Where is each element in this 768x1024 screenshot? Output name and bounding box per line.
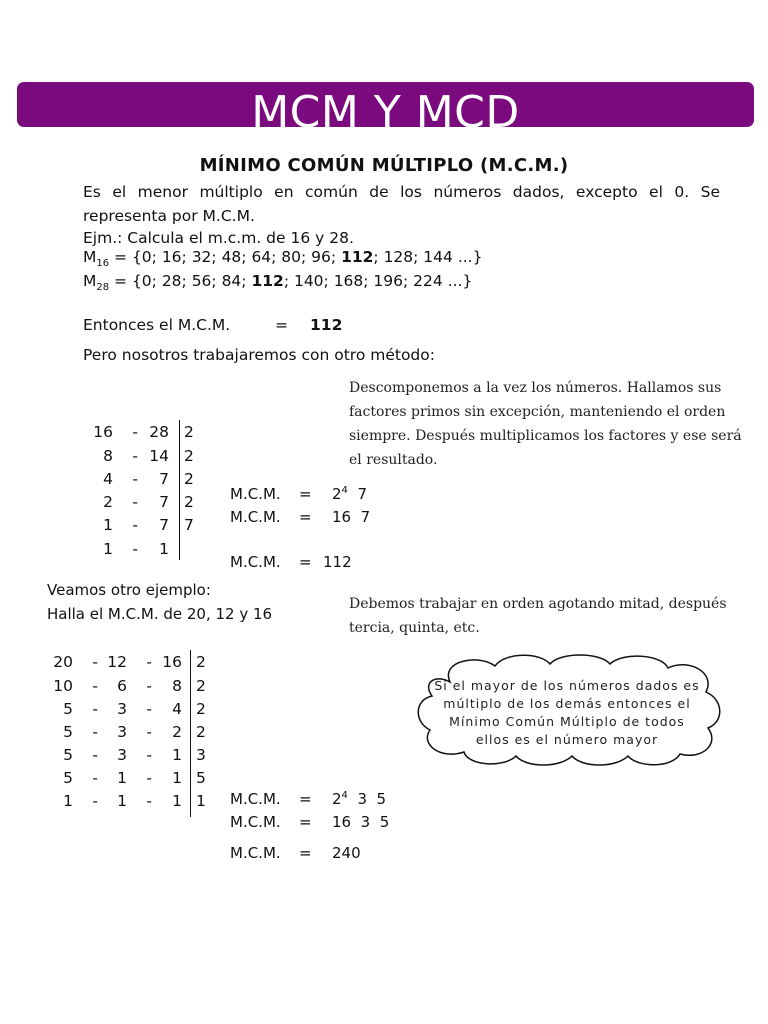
- result2-eq-3: =: [299, 844, 312, 862]
- table-cell: -: [146, 769, 152, 787]
- table-cell: -: [146, 700, 152, 718]
- table-cell: -: [92, 723, 98, 741]
- cloud-line: Mínimo Común Múltiplo de todos: [449, 714, 685, 729]
- table-cell: 5: [63, 746, 73, 764]
- example2-intro: Veamos otro ejemplo:: [47, 581, 211, 599]
- note-line: Descomponemos a la vez los números. Hallamos sus: [349, 380, 722, 396]
- m28-subscript: 28: [96, 282, 110, 294]
- table-cell: 10: [53, 677, 73, 695]
- note-line: el resultado.: [349, 452, 438, 468]
- table-cell: 4: [172, 700, 182, 718]
- table-cell: 1: [172, 792, 182, 810]
- table-cell: 14: [149, 447, 169, 465]
- table-divider: [190, 650, 191, 817]
- power-exponent: 4: [341, 485, 348, 496]
- table-cell: 1: [117, 792, 127, 810]
- table-cell: 1: [117, 769, 127, 787]
- table-cell: -: [132, 493, 138, 511]
- table-cell: -: [132, 516, 138, 534]
- then-value: 112: [310, 316, 343, 334]
- note-line: factores primos sin excepción, manteniendo el orden: [349, 404, 726, 420]
- banner-title: MCM Y MCD: [251, 87, 520, 127]
- cloud-line: múltiplo de los demás entonces el: [443, 696, 691, 711]
- m28-values-pre: = {0; 28; 56; 84;: [109, 272, 252, 290]
- result2-value-3: 240: [332, 844, 361, 862]
- table-cell: -: [92, 700, 98, 718]
- table-cell: -: [146, 792, 152, 810]
- note-decompose: [349, 376, 742, 472]
- then-equals: =: [275, 316, 288, 334]
- power-base: 2: [332, 485, 342, 503]
- result1-eq-1: =: [299, 485, 312, 503]
- table-cell: 1: [172, 746, 182, 764]
- table-cell: 2: [172, 723, 182, 741]
- table-cell: 2: [184, 447, 194, 465]
- result2-eq-2: =: [299, 813, 312, 831]
- table-cell: 1: [63, 792, 73, 810]
- table-cell: 16: [162, 653, 182, 671]
- table-cell: 28: [149, 423, 169, 441]
- note-line: siempre. Después multiplicamos los factores y ese será: [349, 428, 742, 444]
- table-divider: [179, 420, 180, 560]
- table-cell: 3: [117, 700, 127, 718]
- table-cell: 20: [53, 653, 73, 671]
- table-cell: -: [146, 723, 152, 741]
- table-cell: 5: [63, 700, 73, 718]
- note-order: [349, 592, 727, 640]
- table-cell: 7: [159, 493, 169, 511]
- result2-value-2: 16 3 5: [332, 813, 390, 831]
- note-line: Debemos trabajar en orden agotando mitad, después: [349, 596, 727, 612]
- table-cell: -: [132, 470, 138, 488]
- m16-values-post: ; 128; 144 ...}: [373, 248, 483, 266]
- table-cell: 2: [196, 677, 206, 695]
- table-cell: 8: [103, 447, 113, 465]
- table-cell: 3: [196, 746, 206, 764]
- table-cell: 3: [117, 746, 127, 764]
- table-cell: -: [132, 540, 138, 558]
- table-cell: -: [92, 653, 98, 671]
- result1-label-2: M.C.M.: [230, 508, 281, 526]
- power-base: 2: [332, 790, 342, 808]
- table-cell: 8: [172, 677, 182, 695]
- table-cell: 2: [196, 700, 206, 718]
- result2-label-2: M.C.M.: [230, 813, 281, 831]
- table-cell: 3: [117, 723, 127, 741]
- multiples-16-line: [83, 248, 482, 269]
- table-cell: 5: [63, 769, 73, 787]
- m16-common-value: 112: [341, 248, 374, 266]
- table-cell: 4: [103, 470, 113, 488]
- m16-values-pre: = {0; 16; 32; 48; 64; 80; 96;: [109, 248, 342, 266]
- table-cell: 7: [184, 516, 194, 534]
- table-cell: -: [146, 653, 152, 671]
- note-line: tercia, quinta, etc.: [349, 620, 480, 636]
- result1-value-2: 16 7: [332, 508, 371, 526]
- table-cell: 12: [107, 653, 127, 671]
- result1-eq-2: =: [299, 508, 312, 526]
- table-cell: 1: [103, 516, 113, 534]
- m28-label: M: [83, 272, 97, 290]
- m16-label: M: [83, 248, 97, 266]
- result2-eq-1: =: [299, 790, 312, 808]
- result2-label-1: M.C.M.: [230, 790, 281, 808]
- cloud-text: [432, 677, 702, 749]
- cloud-line: ellos es el número mayor: [475, 732, 659, 747]
- table-cell: 5: [63, 723, 73, 741]
- table-cell: 7: [159, 516, 169, 534]
- then-label: Entonces el M.C.M.: [83, 316, 231, 334]
- table-cell: -: [92, 792, 98, 810]
- table-cell: -: [92, 769, 98, 787]
- example2-task: Halla el M.C.M. de 20, 12 y 16: [47, 605, 273, 623]
- m16-subscript: 16: [96, 258, 110, 270]
- table-cell: 1: [159, 540, 169, 558]
- power-rest: 7: [347, 485, 368, 503]
- table-cell: 1: [196, 792, 206, 810]
- table-cell: 2: [184, 493, 194, 511]
- table-cell: 16: [93, 423, 113, 441]
- result2-value-1: [332, 790, 386, 808]
- table-cell: 2: [184, 423, 194, 441]
- result1-label-1: M.C.M.: [230, 485, 281, 503]
- result2-label-3: M.C.M.: [230, 844, 281, 862]
- result1-value-3: 112: [323, 553, 352, 571]
- table-cell: -: [132, 423, 138, 441]
- table-cell: 2: [196, 653, 206, 671]
- section-title: MÍNIMO COMÚN MÚLTIPLO (M.C.M.): [199, 155, 569, 176]
- table-cell: 2: [196, 723, 206, 741]
- title-banner: [17, 82, 754, 127]
- multiples-28-line: [83, 272, 472, 293]
- result1-value-1: [332, 485, 367, 503]
- table-cell: 7: [159, 470, 169, 488]
- result1-eq-3: =: [299, 553, 312, 571]
- table-cell: 2: [103, 493, 113, 511]
- table-cell: 2: [184, 470, 194, 488]
- table-cell: 1: [103, 540, 113, 558]
- result1-label-3: M.C.M.: [230, 553, 281, 571]
- m28-common-value: 112: [251, 272, 284, 290]
- power-exponent: 4: [341, 790, 348, 801]
- table-cell: -: [92, 677, 98, 695]
- table-cell: 5: [196, 769, 206, 787]
- definition-text: Es el menor múltiplo en común de los números dados, excepto el 0. Se representa por M.C.M.: [83, 183, 720, 225]
- table-cell: 1: [172, 769, 182, 787]
- example-text: Ejm.: Calcula el m.c.m. de 16 y 28.: [83, 229, 354, 247]
- other-method-text: Pero nosotros trabajaremos con otro método:: [83, 346, 435, 364]
- power-rest: 3 5: [347, 790, 387, 808]
- table-cell: 6: [117, 677, 127, 695]
- cloud-line: Si el mayor de los números dados es: [434, 678, 700, 693]
- table-cell: -: [92, 746, 98, 764]
- table-cell: -: [132, 447, 138, 465]
- table-cell: -: [146, 677, 152, 695]
- table-cell: -: [146, 746, 152, 764]
- m28-values-post: ; 140; 168; 196; 224 ...}: [283, 272, 473, 290]
